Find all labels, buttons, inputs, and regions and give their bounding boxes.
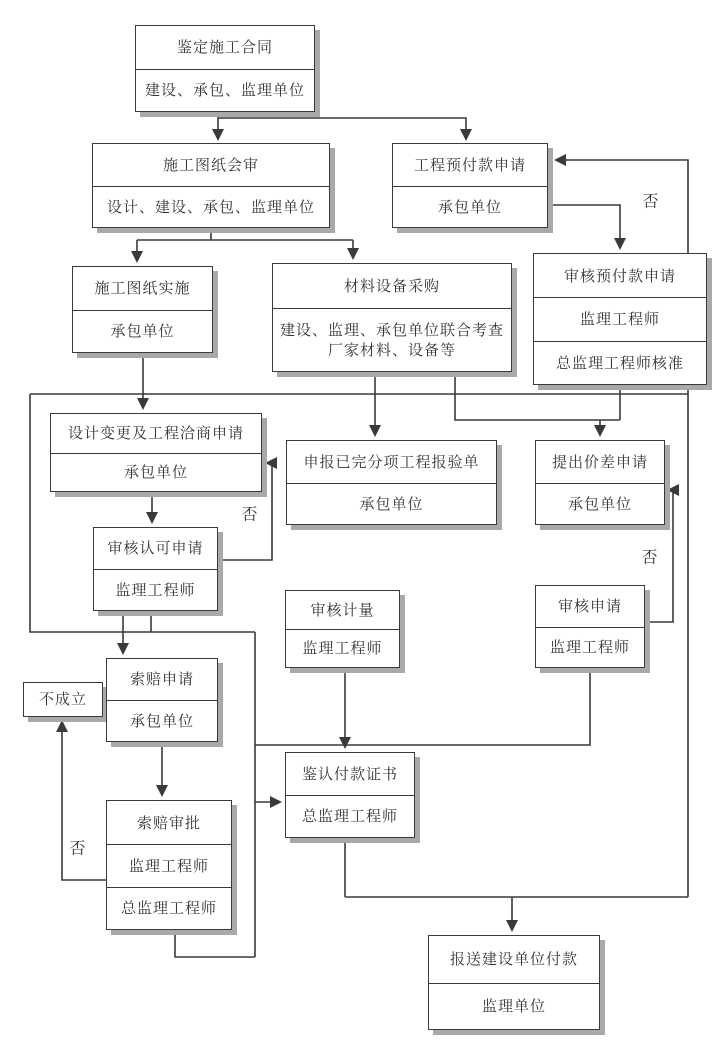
box-responsible-party: 监理工程师 xyxy=(286,629,399,667)
box-title: 审核计量 xyxy=(310,600,375,619)
connector-application-review-to-collector xyxy=(255,668,590,745)
flow-box-sign-construction-contract xyxy=(135,25,315,112)
box-title: 审核预付款申请 xyxy=(563,266,676,285)
box-responsible-party: 监理工程师 xyxy=(107,844,231,886)
box-title: 索赔申请 xyxy=(129,670,194,689)
box-responsible-party: 承包单位 xyxy=(51,453,261,491)
box-title: 施工图纸会审 xyxy=(162,155,259,174)
box-responsible-party: 承包单位 xyxy=(536,483,664,524)
decision-label-no: 否 xyxy=(640,189,661,212)
flow-box-design-change-negotiation-application xyxy=(50,413,262,492)
flow-box-application-review xyxy=(535,585,645,668)
box-responsible-party: 监理工程师 xyxy=(536,627,644,667)
box-title: 工程预付款申请 xyxy=(413,155,526,174)
box-responsible-party: 总监理工程师 xyxy=(107,887,231,929)
box-title: 报送建设单位付款 xyxy=(449,950,578,969)
box-responsible-party: 建设、监理、承包单位联合考查厂家材料、设备等 xyxy=(273,308,511,371)
connector-prepayment-application-to-review xyxy=(548,205,620,248)
flow-box-drawing-implementation xyxy=(72,266,213,353)
flow-box-price-difference-application xyxy=(535,440,665,525)
box-responsible-party: 建设、承包、监理单位 xyxy=(136,69,314,111)
flow-box-prepayment-review xyxy=(533,253,707,385)
box-title: 提出价差申请 xyxy=(551,452,648,471)
box-title: 设计变更及工程洽商申请 xyxy=(67,424,244,443)
flow-box-claim-approval xyxy=(106,800,232,930)
flow-box-claim-not-established xyxy=(23,682,103,717)
flow-box-material-equipment-procurement xyxy=(272,263,512,372)
box-responsible-party: 总监理工程师 xyxy=(286,795,414,837)
connector-claim-approval-to-collector xyxy=(175,930,255,957)
box-responsible-party: 承包单位 xyxy=(393,186,547,227)
decision-label-no: 否 xyxy=(239,502,260,525)
box-responsible-party: 设计、建设、承包、监理单位 xyxy=(93,186,329,227)
box-title: 审核认可申请 xyxy=(107,539,204,558)
box-title: 鉴认付款证书 xyxy=(301,764,398,783)
box-responsible-party: 承包单位 xyxy=(73,310,212,352)
flow-box-construction-drawing-joint-review xyxy=(92,143,330,228)
connector-contract-to-prepayment-application xyxy=(218,118,466,139)
box-responsible-party: 监理工程师 xyxy=(534,297,706,340)
flow-box-submit-payment-to-client xyxy=(428,935,600,1030)
decision-label-no: 否 xyxy=(67,836,88,859)
box-responsible-party: 监理工程师 xyxy=(94,569,217,610)
flow-box-payment-certificate xyxy=(285,752,415,838)
box-responsible-party: 监理单位 xyxy=(429,983,599,1029)
flow-box-completed-subitem-inspection-report xyxy=(286,440,497,525)
box-title: 材料设备采购 xyxy=(343,276,440,295)
decision-label-no: 否 xyxy=(639,545,660,568)
box-responsible-party: 承包单位 xyxy=(107,700,217,741)
flow-box-claim-application xyxy=(106,658,218,742)
flow-box-approval-recognition-review xyxy=(93,527,218,611)
box-title: 鉴定施工合同 xyxy=(176,38,273,57)
box-title: 索赔审批 xyxy=(136,813,201,832)
box-responsible-party: 总监理工程师核准 xyxy=(534,341,706,384)
box-responsible-party: 承包单位 xyxy=(287,483,496,524)
box-title: 不成立 xyxy=(38,690,87,709)
box-title: 申报已完分项工程报验单 xyxy=(303,452,480,471)
flow-box-measurement-review xyxy=(285,590,400,668)
box-title: 审核申请 xyxy=(557,597,622,616)
flow-box-prepayment-application xyxy=(392,143,548,228)
box-title: 施工图纸实施 xyxy=(94,279,191,298)
